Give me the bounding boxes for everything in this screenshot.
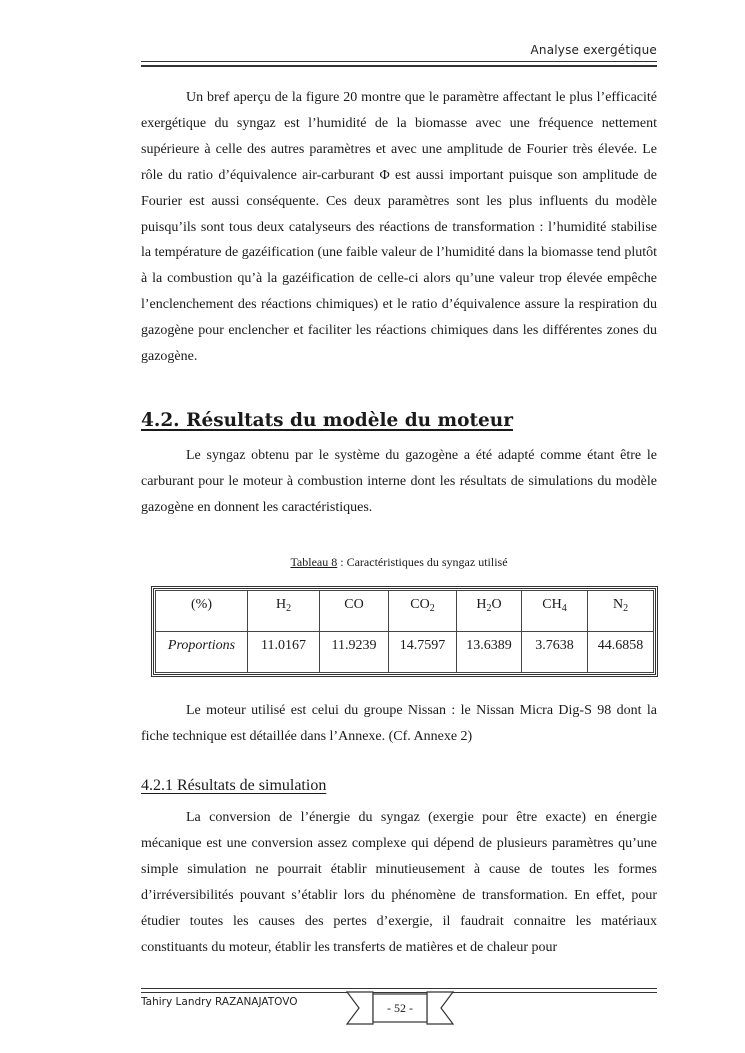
table-caption-text: : Caractéristiques du syngaz utilisé xyxy=(337,555,508,569)
footer-rule-top xyxy=(141,988,657,989)
table-header-co: CO xyxy=(320,591,389,632)
table-cell-co: 11.9239 xyxy=(320,632,389,673)
table-cell-h2o: 13.6389 xyxy=(457,632,522,673)
section-heading-4-2-1: 4.2.1 Résultats de simulation xyxy=(141,777,327,794)
paragraph-fourier-analysis: Un bref aperçu de la figure 20 montre que le paramètre affectant le plus l’efficacité exergétique du syngaz est l’humidité de la biomasse avec une fréquence nettement supérieure à celle des autres paramètres et avec une amplitude de Fourier très élevée. Le rôle du ratio d’équivalence air-carburant Φ est aussi important puisque son amplitude de Fourier est aussi conséquente. Ces deux paramètres sont les plus influents du modèle puisqu’ils sont tous deux catalyseurs des réactions de transformation : l’humidité stabilise la température de gazéification (une faible valeur de l’humidité dans la biomasse tend plutôt à la combustion qu’à la gazéification de celle-ci alors qu’une valeur trop élevée empêche l’enclenchement des réactions chimiques) et le ratio d’équivalence assure la respiration du gazogène pour enclencher et faciliter les réactions chimiques dans les différentes zones du gazogène. xyxy=(141,90,657,365)
table-header-h2o: $H_2O$ xyxy=(457,591,522,632)
table-header-ch4: $CH_4$ xyxy=(522,591,588,632)
paragraph-syngaz-intro: Le syngaz obtenu par le système du gazogène a été adapté comme étant être le carburant pour le moteur à combustion interne dont les résultats de simulations du modèle gazogène en donnent les caractéristiques. xyxy=(141,448,657,515)
table-header-n2: $N_2$ xyxy=(588,591,654,632)
table-header-co2: $CO_2$ xyxy=(389,591,457,632)
footer-author: Tahiry Landry RAZANAJATOVO xyxy=(141,996,298,1008)
table-row-proportions xyxy=(156,632,654,673)
table-header-percent: (%) xyxy=(156,591,248,632)
table-header-h2: $H_2$ xyxy=(248,591,320,632)
table-caption xyxy=(141,555,657,570)
table-caption-label: Tableau 8 xyxy=(290,555,338,569)
table-header-row xyxy=(156,591,654,632)
table-row-label: Proportions xyxy=(156,632,248,673)
syngaz-table xyxy=(155,590,654,673)
section-heading-4-2: 4.2. Résultats du modèle du moteur xyxy=(141,410,513,431)
page-number: - 52 - xyxy=(387,1001,413,1015)
paragraph-energy-conversion: La conversion de l’énergie du syngaz (exergie pour être exacte) en énergie mécanique est une conversion assez complexe qui dépend de plusieurs paramètres qu’une simple simulation ne pourrait établir minutieusement à cause de toutes les formes d’irréversibilités pouvant s’établir lors du phénomène de transformation. En effet, pour étudier toutes les causes des pertes d’exergie, il faudrait connaitre les matériaux constituants du moteur, établir les transferts de matières et de chaleur pour xyxy=(141,810,657,955)
paragraph-engine-nissan: Le moteur utilisé est celui du groupe Nissan : le Nissan Micra Dig-S 98 dont la fiche technique est détaillée dans l’Annexe. (Cf. Annexe 2) xyxy=(141,703,657,744)
page-number-badge xyxy=(345,990,455,1026)
table-cell-ch4: 3.7638 xyxy=(522,632,588,673)
table-cell-h2: 11.0167 xyxy=(248,632,320,673)
running-header-title: Analyse exergétique xyxy=(530,43,657,57)
header-rule-thick xyxy=(141,65,657,67)
header-rule-thin xyxy=(141,61,657,62)
table-cell-n2: 44.6858 xyxy=(588,632,654,673)
table-cell-co2: 14.7597 xyxy=(389,632,457,673)
syngaz-table-frame xyxy=(151,586,658,677)
